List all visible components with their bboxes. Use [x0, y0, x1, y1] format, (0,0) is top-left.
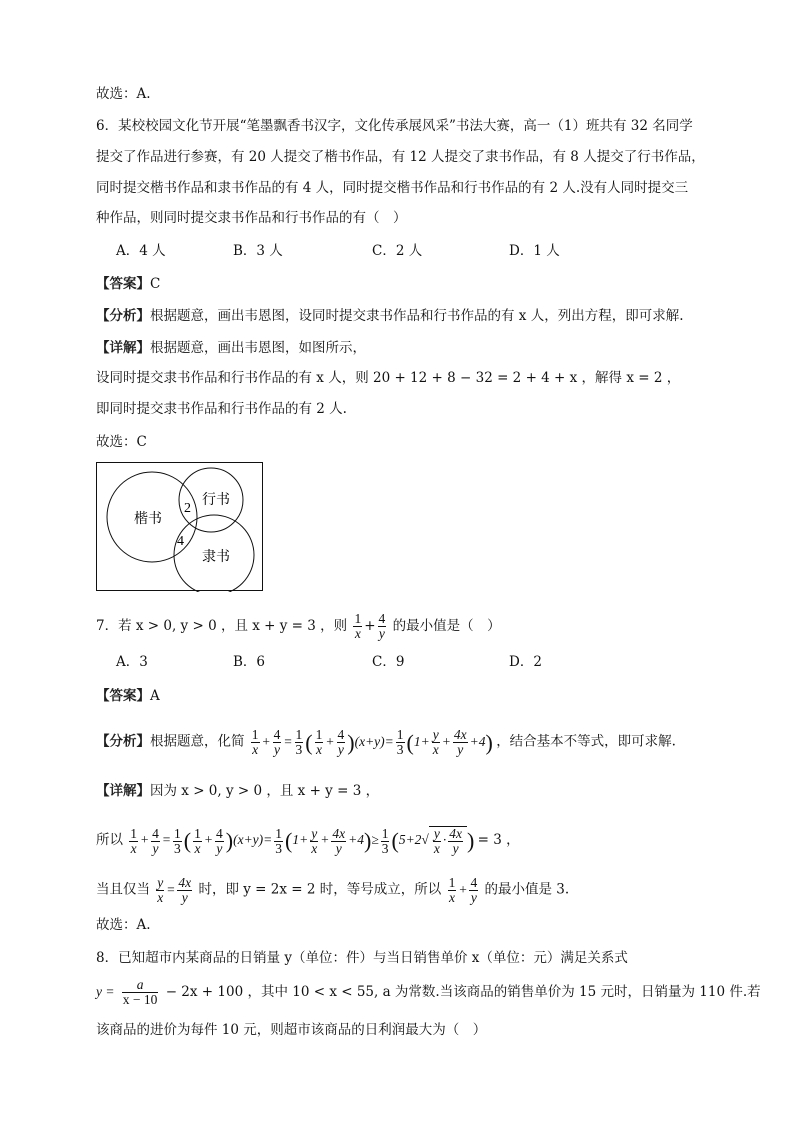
q7-detail-tag: 【详解】: [96, 783, 150, 799]
q6-analysis-line: [96, 306, 684, 326]
q7-answer-line: [96, 686, 160, 706]
q7-analysis-post: ，结合基本不等式，即可求解.: [496, 733, 676, 750]
q7-detail-1: 因为 x > 0, y > 0 ，且 x + y = 3 ，: [150, 783, 380, 799]
q8-stem-line-2-text: − 2x + 100 ，其中 10 < x < 55, a 为常数.当该商品的销售单价为 15 元时，日销量为 110 件.若: [165, 984, 761, 1000]
q5-choice: 故选：A.: [96, 86, 151, 102]
q6-detail-tag: 【详解】: [96, 340, 150, 356]
q7-detail-3: 当且仅当 $\frac{y}{x}$ = $\frac{4x}{y}$ 时，即 y = 2x = 2 时，等号成立，所以 $\frac{1}{x}$ + $\frac{4}{y}$ 的最小值是 3.: [96, 875, 570, 905]
q7-option-d: D．2: [509, 654, 542, 670]
q7-detail-2-post: = 3 ，: [477, 832, 520, 849]
q7-answer-tag: 【答案】: [96, 688, 150, 704]
q7-analysis-line: [96, 728, 676, 757]
q6-option-d: D．1 人: [509, 243, 560, 259]
venn-label-kaishu: 楷书: [134, 511, 162, 527]
q7-stem-post: 的最小值是（ ）: [392, 618, 501, 634]
q6-stem-line-2: 提交了作品进行参赛，有 20 人提交了楷书作品，有 12 人提交了隶书作品，有 8 人提交了行书作品，: [96, 149, 705, 165]
venn-value-kai-xing: 2: [184, 501, 191, 516]
q6-option-c: C．2 人: [372, 243, 423, 259]
q8-stem-line-1: 8．已知超市内某商品的日销量 y（单位：件）与当日销售单价 x（单位：元）满足关系式: [96, 950, 628, 966]
q7-analysis-formula: $\frac{1}{x}$ + $\frac{4}{y}$ = $\frac{1}{3}$ ( $\frac{1}{x}$ + $\frac{4}{y}$ )(x+y)= $\frac{1}{3}$ (1+ $\frac{y}{x}$ + $\frac{4x}{y}$ +4): [251, 727, 493, 757]
venn-label-xingshu: 行书: [202, 492, 230, 508]
q6-answer: C: [150, 276, 161, 292]
q7-answer: A: [150, 688, 160, 704]
q7-analysis-pre: 根据题意，化简: [150, 733, 245, 750]
q6-analysis: 根据题意，画出韦恩图，设同时提交隶书作品和行书作品的有 x 人，列出方程，即可求解.: [150, 308, 684, 324]
venn-diagram: [96, 462, 264, 592]
venn-value-kai-li: 4: [177, 534, 184, 549]
q6-stem-line-1: 6．某校校园文化节开展“笔墨飘香书汉字，文化传承展风采”书法大赛，高一（1）班共有 32 名同学: [96, 118, 693, 134]
q6-detail-1: 根据题意，画出韦恩图，如图所示，: [150, 340, 366, 356]
q7-analysis-tag: 【分析】: [96, 733, 150, 750]
q6-answer-line: [96, 274, 160, 294]
q7-stem-pre: 7．若 x > 0, y > 0 ，且 x + y = 3 ，则: [96, 618, 348, 634]
q6-choice: 故选：C: [96, 434, 147, 450]
q7-detail-2: [96, 826, 520, 856]
q7-detail-line: [96, 781, 379, 801]
q7-option-a: A．3: [116, 654, 148, 670]
q6-analysis-tag: 【分析】: [96, 308, 150, 324]
venn-label-lishu: 隶书: [202, 549, 230, 565]
q7-option-c: C．9: [372, 654, 405, 670]
q6-option-b: B．3 人: [233, 243, 283, 259]
q6-answer-tag: 【答案】: [96, 276, 150, 292]
q7-detail-2-pre: 所以: [96, 832, 123, 849]
q6-stem-line-4: 种作品，则同时提交隶书作品和行书作品的有（ ）: [96, 210, 407, 226]
q7-detail-2-formula: $\frac{1}{x}$ + $\frac{4}{y}$ = $\frac{1}{3}$ ( $\frac{1}{x}$ + $\frac{4}{y}$ )(x+y)= $\frac{1}{3}$ (1+ $\frac{y}{x}$ + $\frac{4x}{y}$ +4)≥ $\frac{1}{3}$ (5+2√ $\frac{y}{x}$ · $\frac{4x}{y}$ ): [130, 825, 475, 856]
q6-detail-3: 即同时提交隶书作品和行书作品的有 2 人.: [96, 401, 347, 417]
q6-detail-2: 设同时提交隶书作品和行书作品的有 x 人，则 20 + 12 + 8 − 32 = 2 + 4 + x ，解得 x = 2 ，: [96, 370, 681, 386]
q7-choice: 故选：A.: [96, 917, 151, 933]
q6-detail-line: [96, 338, 366, 358]
q7-detail-3-post: 的最小值是 3.: [484, 881, 570, 898]
q7-detail-3-pre: 当且仅当: [96, 881, 150, 898]
q7-detail-3-mid: 时，即 y = 2x = 2 时，等号成立，所以: [198, 881, 442, 898]
q7-option-b: B．6: [233, 654, 266, 670]
q7-stem: 7．若 x > 0, y > 0 ，且 x + y = 3 ，则 $\frac{1}{x}$ + $\frac{4}{y}$ 的最小值是（ ）: [96, 611, 501, 641]
q8-stem-line-2: y = $\frac{a}{x - 10}$ − 2x + 100 ，其中 10 < x < 55, a 为常数.当该商品的销售单价为 15 元时，日销量为 110 件.若: [96, 977, 761, 1007]
q6-stem-line-3: 同时提交楷书作品和隶书作品的有 4 人，同时提交楷书作品和行书作品的有 2 人.没有人同时提交三: [96, 180, 689, 196]
q6-option-a: A．4 人: [116, 243, 166, 259]
q8-stem-line-3: 该商品的进价为每件 10 元，则超市该商品的日利润最大为（ ）: [96, 1022, 487, 1038]
